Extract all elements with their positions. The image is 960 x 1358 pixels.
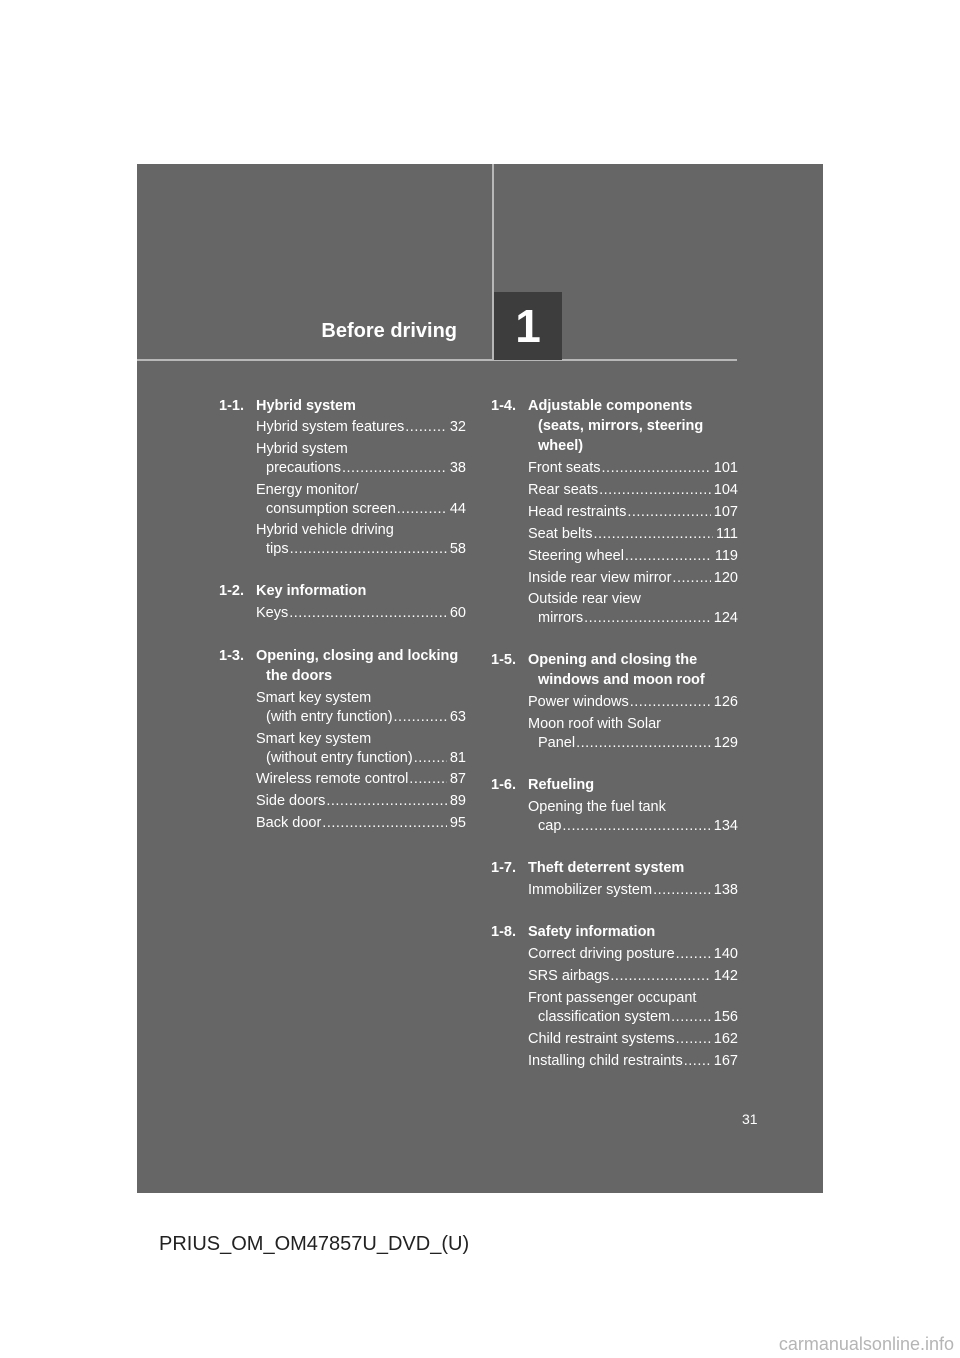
toc-entry-label: precautions bbox=[266, 460, 341, 476]
toc-entry[interactable] bbox=[528, 1030, 738, 1049]
toc-page-number: 95 bbox=[449, 815, 466, 831]
toc-entry[interactable] bbox=[528, 525, 738, 544]
toc-entry-label: Hybrid system features bbox=[256, 419, 405, 435]
leader-dots bbox=[397, 500, 447, 519]
section-number: 1-8. bbox=[491, 924, 516, 940]
toc-entry-label: Hybrid vehicle driving bbox=[256, 522, 394, 538]
toc-entry-label: Seat belts bbox=[528, 526, 593, 542]
header-horizontal-divider bbox=[137, 359, 737, 361]
toc-entry[interactable] bbox=[528, 481, 738, 500]
toc-page-number: 101 bbox=[713, 460, 738, 476]
leader-dots bbox=[409, 770, 447, 789]
section-title[interactable]: Opening and closing the windows and moon roof bbox=[528, 652, 705, 688]
toc-entry-label: Rear seats bbox=[528, 482, 599, 498]
toc-entry-label: classification system bbox=[538, 1009, 671, 1025]
toc-entry[interactable] bbox=[528, 798, 738, 836]
section-title[interactable]: Opening, closing and locking the doors bbox=[256, 648, 459, 684]
toc-entry[interactable] bbox=[528, 590, 738, 628]
toc-entry-label: Keys bbox=[256, 605, 289, 621]
toc-entry-label: Power windows bbox=[528, 694, 629, 710]
toc-entry[interactable] bbox=[528, 693, 738, 712]
leader-dots bbox=[405, 418, 447, 437]
toc-entry-label: Panel bbox=[538, 735, 576, 751]
leader-dots bbox=[610, 967, 710, 986]
leader-dots bbox=[653, 881, 711, 900]
toc-page-number: 111 bbox=[715, 526, 738, 542]
toc-entry-label: Correct driving posture bbox=[528, 946, 675, 962]
toc-page-number: 167 bbox=[713, 1053, 738, 1069]
toc-entry[interactable] bbox=[256, 770, 466, 789]
toc-entry-label: Child restraint systems bbox=[528, 1031, 675, 1047]
section-number: 1-2. bbox=[219, 583, 244, 599]
section-number: 1-4. bbox=[491, 398, 516, 414]
leader-dots bbox=[326, 792, 447, 811]
toc-entry-label: Opening the fuel tank bbox=[528, 799, 666, 815]
toc-page-number: 38 bbox=[449, 460, 466, 476]
toc-entry-label: Energy monitor/ bbox=[256, 482, 359, 498]
toc-entry[interactable] bbox=[528, 945, 738, 964]
section-title[interactable]: Adjustable components (seats, mirrors, steering wheel) bbox=[528, 398, 704, 454]
toc-entry-label: consumption screen bbox=[266, 501, 396, 517]
toc-entry-label: Side doors bbox=[256, 793, 326, 809]
section-number: 1-5. bbox=[491, 652, 516, 668]
leader-dots bbox=[414, 749, 447, 768]
toc-page-number: 119 bbox=[714, 548, 738, 564]
leader-dots bbox=[676, 945, 711, 964]
toc-entry[interactable] bbox=[528, 967, 738, 986]
toc-entry-label: Front seats bbox=[528, 460, 601, 476]
section-title[interactable]: Hybrid system bbox=[256, 398, 356, 414]
leader-dots bbox=[676, 1030, 711, 1049]
toc-page-number: 126 bbox=[713, 694, 738, 710]
toc-entry[interactable] bbox=[528, 547, 738, 566]
leader-dots bbox=[290, 540, 447, 559]
toc-page-number: 140 bbox=[713, 946, 738, 962]
toc-entry-label: Moon roof with Solar bbox=[528, 716, 661, 732]
leader-dots bbox=[584, 609, 711, 628]
toc-page-number: 124 bbox=[713, 610, 738, 626]
toc-page-number: 81 bbox=[449, 750, 466, 766]
toc-page-number: 156 bbox=[713, 1009, 738, 1025]
toc-entry[interactable] bbox=[528, 989, 738, 1027]
toc-entry[interactable] bbox=[256, 418, 466, 437]
toc-entry-label: Steering wheel bbox=[528, 548, 624, 564]
toc-page-number: 129 bbox=[713, 735, 738, 751]
section-number: 1-1. bbox=[219, 398, 244, 414]
toc-entry[interactable] bbox=[256, 604, 466, 623]
toc-entry[interactable] bbox=[256, 481, 466, 519]
toc-entry-label: tips bbox=[266, 541, 289, 557]
leader-dots bbox=[630, 693, 711, 712]
toc-page-number: 60 bbox=[449, 605, 466, 621]
toc-entry-label: Inside rear view mirror bbox=[528, 570, 672, 586]
toc-entry-label: (with entry function) bbox=[266, 709, 393, 725]
toc-page-number: 138 bbox=[713, 882, 738, 898]
toc-entry[interactable] bbox=[528, 569, 738, 588]
section-number: 1-6. bbox=[491, 777, 516, 793]
toc-entry-label: Back door bbox=[256, 815, 322, 831]
leader-dots bbox=[602, 459, 711, 478]
toc-entry[interactable] bbox=[256, 689, 466, 727]
leader-dots bbox=[394, 708, 447, 727]
toc-entry-label: Outside rear view bbox=[528, 591, 641, 607]
toc-entry-label: Immobilizer system bbox=[528, 882, 653, 898]
section-number: 1-7. bbox=[491, 860, 516, 876]
leader-dots bbox=[671, 1008, 711, 1027]
leader-dots bbox=[576, 734, 711, 753]
toc-entry-label: Head restraints bbox=[528, 504, 627, 520]
toc-page-number: 107 bbox=[713, 504, 738, 520]
toc-entry-label: mirrors bbox=[538, 610, 584, 626]
toc-page-number: 89 bbox=[449, 793, 466, 809]
toc-entry[interactable] bbox=[256, 521, 466, 559]
toc-page-number: 32 bbox=[449, 419, 466, 435]
leader-dots bbox=[627, 503, 710, 522]
leader-dots bbox=[599, 481, 711, 500]
toc-entry[interactable] bbox=[256, 440, 466, 478]
toc-page-number: 120 bbox=[713, 570, 738, 586]
chapter-title: Before driving bbox=[321, 320, 457, 342]
toc-entry[interactable] bbox=[528, 503, 738, 522]
section-title[interactable]: Theft deterrent system bbox=[528, 860, 685, 876]
section-title[interactable]: Refueling bbox=[528, 777, 595, 793]
toc-entry-label: Wireless remote control bbox=[256, 771, 409, 787]
toc-entry-label: Smart key system bbox=[256, 731, 372, 747]
toc-entry-label: Smart key system bbox=[256, 690, 372, 706]
toc-entry-label: SRS airbags bbox=[528, 968, 610, 984]
toc-entry[interactable] bbox=[256, 814, 466, 833]
watermark: carmanualsonline.info bbox=[778, 1334, 954, 1354]
leader-dots bbox=[322, 814, 447, 833]
toc-page-number: 63 bbox=[449, 709, 466, 725]
toc-entry[interactable] bbox=[528, 715, 738, 753]
toc-page-number: 104 bbox=[713, 482, 738, 498]
toc-entry-label: (without entry function) bbox=[266, 750, 413, 766]
section-title[interactable]: Safety information bbox=[528, 924, 656, 940]
toc-page-number: 44 bbox=[449, 501, 466, 517]
toc-page-number: 58 bbox=[449, 541, 466, 557]
toc-entry[interactable] bbox=[256, 792, 466, 811]
toc-entry-label: Front passenger occupant bbox=[528, 990, 697, 1006]
toc-entry[interactable] bbox=[528, 1052, 738, 1071]
toc-page-number: 142 bbox=[713, 968, 738, 984]
chapter-number-badge: 1 bbox=[494, 292, 562, 360]
document-id: PRIUS_OM_OM47857U_DVD_(U) bbox=[159, 1233, 470, 1255]
toc-entry-label: cap bbox=[538, 818, 562, 834]
toc-entry[interactable] bbox=[528, 459, 738, 478]
toc-entry-label: Hybrid system bbox=[256, 441, 348, 457]
leader-dots bbox=[562, 817, 710, 836]
toc-page-number: 134 bbox=[713, 818, 738, 834]
leader-dots bbox=[289, 604, 447, 623]
section-title[interactable]: Key information bbox=[256, 583, 367, 599]
page-number: 31 bbox=[742, 1111, 758, 1127]
leader-dots bbox=[594, 525, 713, 544]
section-number: 1-3. bbox=[219, 648, 244, 664]
toc-entry[interactable] bbox=[528, 881, 738, 900]
toc-entry-label: Installing child restraints bbox=[528, 1053, 683, 1069]
leader-dots bbox=[672, 569, 710, 588]
leader-dots bbox=[684, 1052, 711, 1071]
leader-dots bbox=[342, 459, 447, 478]
toc-entry[interactable] bbox=[256, 730, 466, 768]
leader-dots bbox=[625, 547, 712, 566]
toc-page-number: 162 bbox=[713, 1031, 738, 1047]
toc-page-number: 87 bbox=[449, 771, 466, 787]
